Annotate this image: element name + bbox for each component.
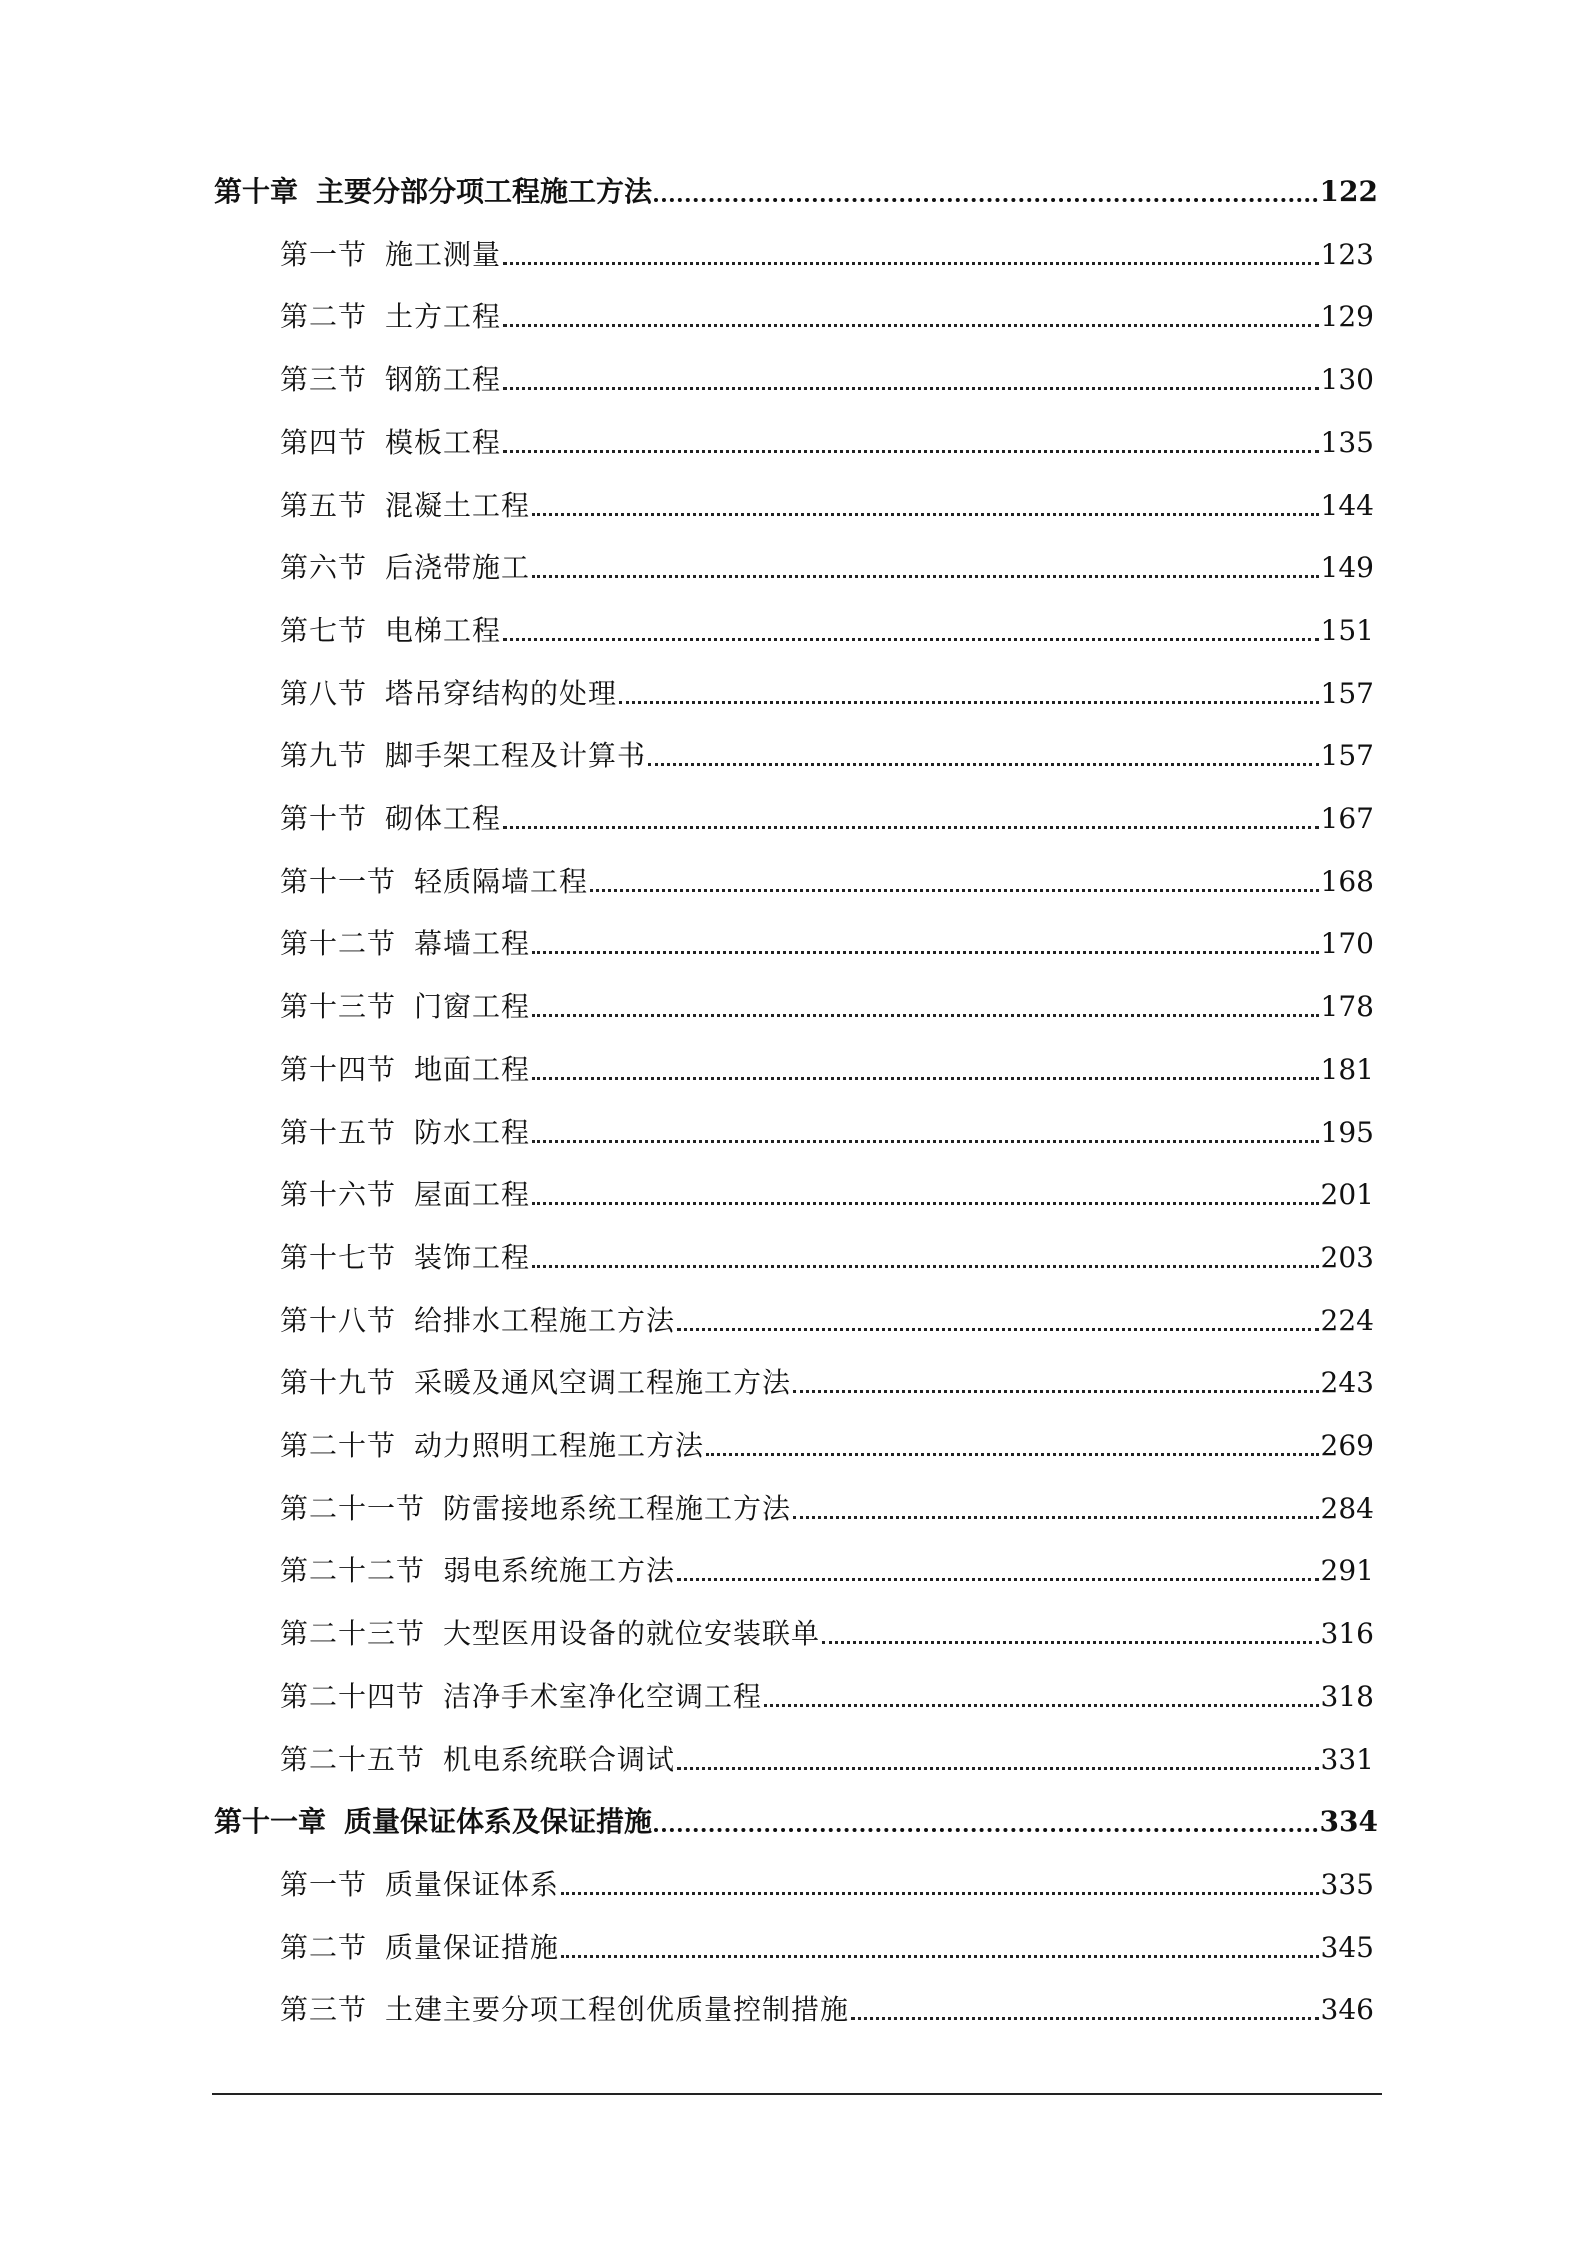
toc-dot-leader	[503, 450, 1319, 453]
toc-section-entry[interactable]	[280, 233, 1374, 277]
toc-entry-page-number: 157	[1320, 739, 1374, 772]
toc-entry-title: 轻质隔墙工程	[414, 865, 589, 898]
toc-entry-number: 第十四节	[280, 1053, 397, 1086]
toc-dot-leader	[654, 198, 1318, 202]
toc-entry-page-number: 334	[1319, 1805, 1378, 1838]
toc-entry-title: 主要分部分项工程施工方法	[316, 175, 653, 208]
toc-entry-page-number: 195	[1320, 1116, 1374, 1149]
toc-entry-number: 第八节	[280, 677, 368, 710]
toc-entry-number: 第二十五节	[280, 1743, 426, 1776]
toc-entry-page-number: 122	[1319, 175, 1378, 208]
toc-entry-page-number: 331	[1320, 1743, 1374, 1776]
toc-entry-title: 给排水工程施工方法	[414, 1304, 676, 1337]
toc-entry-page-number: 243	[1320, 1366, 1374, 1399]
toc-dot-leader	[532, 951, 1319, 954]
toc-section-entry[interactable]	[280, 1299, 1374, 1343]
toc-section-entry[interactable]	[280, 734, 1374, 778]
toc-entry-page-number: 318	[1320, 1680, 1374, 1713]
toc-section-entry[interactable]	[280, 1236, 1374, 1280]
toc-dot-leader	[532, 1014, 1319, 1017]
toc-section-entry[interactable]	[280, 1738, 1374, 1782]
toc-entry-number: 第三节	[280, 1993, 368, 2026]
toc-entry-number: 第十一节	[280, 865, 397, 898]
toc-entry-title: 机电系统联合调试	[443, 1743, 676, 1776]
toc-dot-leader	[648, 763, 1319, 766]
toc-dot-leader	[677, 1767, 1319, 1770]
toc-entry-title: 质量保证体系及保证措施	[344, 1805, 653, 1838]
toc-entry-page-number: 284	[1320, 1492, 1374, 1525]
toc-entry-title: 门窗工程	[414, 990, 531, 1023]
footer-divider	[212, 2093, 1382, 2095]
toc-entry-title: 洁净手术室净化空调工程	[443, 1680, 763, 1713]
toc-entry-title: 后浇带施工	[385, 551, 531, 584]
toc-entry-title: 大型医用设备的就位安装联单	[443, 1617, 821, 1650]
toc-entry-number: 第十二节	[280, 927, 397, 960]
toc-dot-leader	[532, 1140, 1319, 1143]
toc-entry-page-number: 167	[1320, 802, 1374, 835]
toc-entry-page-number: 346	[1320, 1993, 1374, 2026]
toc-section-entry[interactable]	[280, 609, 1374, 653]
toc-dot-leader	[561, 1955, 1319, 1958]
toc-section-entry[interactable]	[280, 1863, 1374, 1907]
toc-section-entry[interactable]	[280, 1048, 1374, 1092]
toc-entry-title: 质量保证体系	[385, 1868, 560, 1901]
toc-entry-title: 装饰工程	[414, 1241, 531, 1274]
toc-entry-number: 第二节	[280, 1931, 368, 1964]
toc-dot-leader	[561, 1892, 1319, 1895]
toc-entry-number: 第十节	[280, 802, 368, 835]
toc-section-entry[interactable]	[280, 1549, 1374, 1593]
toc-dot-leader	[677, 1328, 1319, 1331]
toc-entry-number: 第四节	[280, 426, 368, 459]
toc-entry-page-number: 168	[1320, 865, 1374, 898]
toc-section-entry[interactable]	[280, 358, 1374, 402]
toc-entry-title: 防雷接地系统工程施工方法	[443, 1492, 792, 1525]
toc-entry-page-number: 151	[1320, 614, 1374, 647]
toc-section-entry[interactable]	[280, 1612, 1374, 1656]
toc-section-entry[interactable]	[280, 797, 1374, 841]
toc-dot-leader	[503, 826, 1319, 829]
toc-entry-page-number: 291	[1320, 1554, 1374, 1587]
toc-section-entry[interactable]	[280, 985, 1374, 1029]
toc-entry-number: 第十三节	[280, 990, 397, 1023]
toc-entry-page-number: 129	[1320, 300, 1374, 333]
toc-entry-page-number: 316	[1320, 1617, 1374, 1650]
toc-entry-page-number: 135	[1320, 426, 1374, 459]
toc-dot-leader	[619, 701, 1319, 704]
toc-entry-page-number: 123	[1320, 238, 1374, 271]
toc-dot-leader	[503, 262, 1319, 265]
toc-entry-title: 土方工程	[385, 300, 502, 333]
toc-entry-page-number: 335	[1320, 1868, 1374, 1901]
toc-entry-title: 模板工程	[385, 426, 502, 459]
toc-entry-title: 动力照明工程施工方法	[414, 1429, 705, 1462]
toc-entry-title: 地面工程	[414, 1053, 531, 1086]
toc-entry-number: 第三节	[280, 363, 368, 396]
toc-dot-leader	[764, 1704, 1319, 1707]
toc-entry-title: 防水工程	[414, 1116, 531, 1149]
toc-dot-leader	[532, 513, 1319, 516]
toc-entry-number: 第二十一节	[280, 1492, 426, 1525]
toc-section-entry[interactable]	[280, 546, 1374, 590]
toc-dot-leader	[654, 1828, 1318, 1832]
toc-section-entry[interactable]	[280, 1675, 1374, 1719]
toc-entry-number: 第十七节	[280, 1241, 397, 1274]
toc-dot-leader	[532, 575, 1319, 578]
toc-entry-title: 土建主要分项工程创优质量控制措施	[385, 1993, 850, 2026]
toc-entry-page-number: 345	[1320, 1931, 1374, 1964]
toc-entry-number: 第十六节	[280, 1178, 397, 1211]
toc-entry-title: 幕墙工程	[414, 927, 531, 960]
toc-chapter-entry[interactable]	[214, 170, 1378, 214]
toc-entry-title: 屋面工程	[414, 1178, 531, 1211]
toc-entry-number: 第六节	[280, 551, 368, 584]
toc-entry-number: 第五节	[280, 489, 368, 522]
toc-section-entry[interactable]	[280, 672, 1374, 716]
toc-section-entry[interactable]	[280, 295, 1374, 339]
toc-entry-title: 混凝土工程	[385, 489, 531, 522]
toc-entry-number: 第一节	[280, 1868, 368, 1901]
toc-entry-page-number: 130	[1320, 363, 1374, 396]
toc-entry-page-number: 201	[1320, 1178, 1374, 1211]
toc-entry-title: 质量保证措施	[385, 1931, 560, 1964]
toc-section-entry[interactable]	[280, 1111, 1374, 1155]
toc-entry-title: 脚手架工程及计算书	[385, 739, 647, 772]
toc-entry-page-number: 149	[1320, 551, 1374, 584]
toc-section-entry[interactable]	[280, 1361, 1374, 1405]
toc-entry-number: 第十九节	[280, 1366, 397, 1399]
toc-dot-leader	[793, 1516, 1319, 1519]
toc-entry-number: 第一节	[280, 238, 368, 271]
toc-dot-leader	[532, 1202, 1319, 1205]
toc-section-entry[interactable]	[280, 1988, 1374, 2032]
toc-entry-page-number: 269	[1320, 1429, 1374, 1462]
toc-entry-page-number: 157	[1320, 677, 1374, 710]
toc-dot-leader	[590, 889, 1319, 892]
toc-entry-title: 弱电系统施工方法	[443, 1554, 676, 1587]
toc-entry-title: 电梯工程	[385, 614, 502, 647]
toc-chapter-entry[interactable]	[214, 1800, 1378, 1844]
toc-entry-number: 第十八节	[280, 1304, 397, 1337]
toc-section-entry[interactable]	[280, 1926, 1374, 1970]
toc-entry-number: 第二十二节	[280, 1554, 426, 1587]
toc-entry-number: 第十五节	[280, 1116, 397, 1149]
toc-section-entry[interactable]	[280, 1424, 1374, 1468]
toc-entry-number: 第九节	[280, 739, 368, 772]
toc-entry-page-number: 203	[1320, 1241, 1374, 1274]
toc-dot-leader	[851, 2017, 1319, 2020]
toc-entry-title: 钢筋工程	[385, 363, 502, 396]
toc-dot-leader	[822, 1641, 1319, 1644]
toc-section-entry[interactable]	[280, 860, 1374, 904]
toc-section-entry[interactable]	[280, 1173, 1374, 1217]
toc-entry-page-number: 178	[1320, 990, 1374, 1023]
toc-section-entry[interactable]	[280, 922, 1374, 966]
toc-entry-title: 采暖及通风空调工程施工方法	[414, 1366, 792, 1399]
toc-entry-title: 施工测量	[385, 238, 502, 271]
toc-entry-number: 第二节	[280, 300, 368, 333]
toc-dot-leader	[503, 324, 1319, 327]
toc-entry-title: 塔吊穿结构的处理	[385, 677, 618, 710]
toc-entry-number: 第七节	[280, 614, 368, 647]
toc-entry-number: 第二十节	[280, 1429, 397, 1462]
toc-entry-title: 砌体工程	[385, 802, 502, 835]
toc-dot-leader	[503, 387, 1319, 390]
toc-entry-number: 第十章	[214, 175, 299, 208]
toc-section-entry[interactable]	[280, 421, 1374, 465]
toc-dot-leader	[532, 1265, 1319, 1268]
toc-entry-page-number: 181	[1320, 1053, 1374, 1086]
toc-dot-leader	[503, 638, 1319, 641]
toc-entry-number: 第十一章	[214, 1805, 327, 1838]
toc-entry-page-number: 170	[1320, 927, 1374, 960]
toc-section-entry[interactable]	[280, 1487, 1374, 1531]
toc-entry-number: 第二十三节	[280, 1617, 426, 1650]
toc-dot-leader	[706, 1453, 1319, 1456]
toc-dot-leader	[793, 1390, 1319, 1393]
toc-section-entry[interactable]	[280, 484, 1374, 528]
toc-dot-leader	[532, 1077, 1319, 1080]
toc-entry-page-number: 224	[1320, 1304, 1374, 1337]
toc-entry-page-number: 144	[1320, 489, 1374, 522]
toc-entry-number: 第二十四节	[280, 1680, 426, 1713]
toc-dot-leader	[677, 1578, 1319, 1581]
